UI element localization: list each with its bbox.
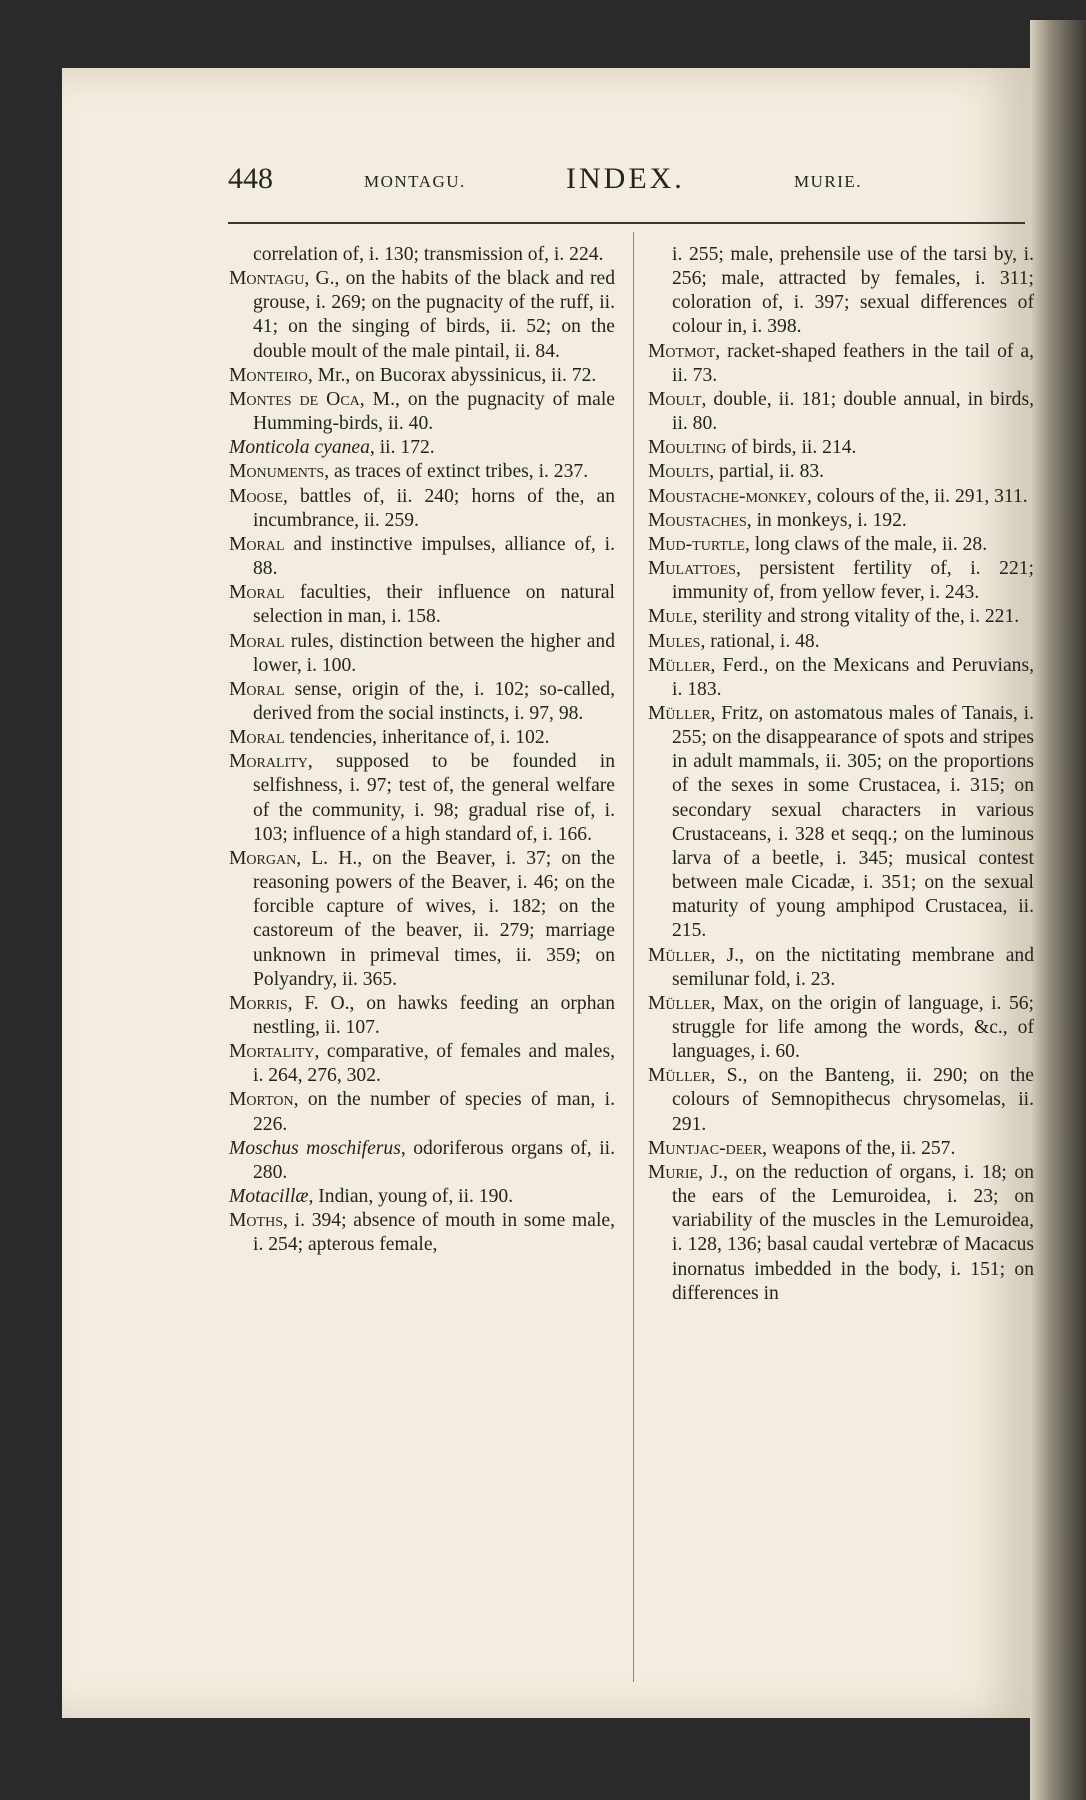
index-headword: Moral: [229, 678, 285, 700]
index-entry-text: , long claws of the male, ii. 28.: [744, 533, 988, 555]
index-headword: Moose: [229, 485, 283, 507]
index-headword: Müller: [648, 1065, 711, 1087]
index-entry-text: and instinctive impulses, alliance of, i. 88.: [253, 533, 615, 580]
index-entry: [648, 1064, 1034, 1136]
index-entry: [229, 630, 615, 678]
index-headword: Mule: [648, 606, 693, 628]
index-entry-text: , in monkeys, i. 192.: [746, 509, 907, 531]
index-entry-text: , persistent fertility of, i. 221; immunity of, from yellow fever, i. 243.: [672, 558, 1034, 604]
index-entry-text: , Max, on the origin of language, i. 56; struggle for life among the words, &c., of languages, i. 60.: [672, 992, 1034, 1063]
index-headword: Morality: [229, 751, 308, 773]
index-entry: [229, 847, 615, 992]
index-entry-text: , S., on the Banteng, ii. 290; on the colours of Semnopithecus chrysomelas, ii. 291.: [672, 1065, 1034, 1135]
index-entry-text: , weapons of the, ii. 257.: [762, 1137, 956, 1159]
index-headword: Moral: [229, 630, 285, 652]
index-entry-text: of birds, ii. 214.: [726, 437, 857, 459]
index-entry-text: , partial, ii. 83.: [709, 461, 825, 483]
index-headword: Mud-turtle: [648, 533, 745, 555]
index-headword: Moustaches: [648, 509, 747, 531]
index-entry-text: , rational, i. 48.: [700, 630, 820, 652]
index-entry: [648, 992, 1034, 1064]
index-headword: Moult: [648, 388, 702, 410]
index-headword: Müller: [648, 702, 711, 724]
index-entry-text: , Ferd., on the Mexicans and Peruvians, i. 183.: [672, 654, 1034, 700]
index-entry: [648, 630, 1034, 654]
index-entry-text: , colours of the, ii. 291, 311.: [806, 485, 1028, 507]
index-headword: Moschus moschiferus: [229, 1137, 401, 1159]
index-headword: Morris: [229, 992, 288, 1014]
index-entry-text: , as traces of extinct tribes, i. 237.: [324, 461, 589, 483]
index-headword: Morgan: [229, 847, 297, 869]
index-entry-text: , on the number of species of man, i. 226.: [253, 1089, 615, 1135]
index-headword: Müller: [648, 654, 711, 676]
index-entry-text: , Fritz, on astomatous males of Tanais, i. 255; on the disappearance of spots and stripes in adult mammals, ii. 305; on the proportions of the sexes in some Crustacea, i. 315; on secondary sexual characters in various Crustaceans, i. 328 et seqq.; on the luminous larva of a beetle, i. 345; musical contest between male Cicadæ, i. 351; on the sexual maturity of young amphipod Crustacea, ii. 215.: [672, 702, 1034, 942]
index-entry: [648, 702, 1034, 944]
index-entry-text: , i. 394; absence of mouth in some male, i. 254; apterous female,: [253, 1210, 615, 1256]
index-headword: Monuments: [229, 461, 325, 483]
index-headword: Moral: [229, 582, 285, 604]
index-entry-text: sense, origin of the, i. 102; so-called, derived from the social instincts, i. 97, 98.: [253, 678, 615, 724]
index-entry: [229, 1040, 615, 1088]
index-entry-text: , ii. 172.: [369, 437, 435, 459]
index-entry: [648, 944, 1034, 992]
index-entry-text: , odoriferous organs of, ii. 280.: [253, 1137, 615, 1183]
index-headword: Mortality: [229, 1041, 315, 1063]
index-headword: Mulattoes: [648, 558, 736, 580]
index-entry-text: i. 255; male, prehensile use of the tarsi by, i. 256; male, attracted by females, i. 311; coloration of, i. 397; sexual differences of colour in, i. 398.: [672, 244, 1034, 338]
index-headword: Moustache-monkey: [648, 485, 807, 507]
index-entry-text: faculties, their influence on natural selection in man, i. 158.: [253, 582, 615, 628]
book-spine: [1030, 20, 1086, 1800]
index-headword: Murie: [648, 1161, 699, 1183]
index-entry-text: , L. H., on the Beaver, i. 37; on the reasoning powers of the Beaver, i. 46; on the forcible capture of wives, i. 182; on the castoreum of the beaver, ii. 279; marriage unknown in primeval times, ii. 359; on Polyandry, ii. 365.: [253, 847, 615, 990]
index-entry: [229, 992, 615, 1040]
index-headword: Moral: [229, 533, 285, 555]
index-entry: [648, 485, 1034, 509]
index-entry: [229, 436, 615, 460]
right-guide-word: MURIE.: [794, 172, 863, 191]
index-entry-text: , sterility and strong vitality of the, i. 221.: [692, 606, 1020, 628]
index-entry: [229, 243, 615, 267]
index-entry: [648, 1137, 1034, 1161]
index-entry: [648, 340, 1034, 388]
index-headword: Moths: [229, 1210, 283, 1232]
index-entry: [229, 726, 615, 750]
index-entry-text: , F. O., on hawks feeding an orphan nestling, ii. 107.: [253, 992, 615, 1038]
index-entry: [648, 654, 1034, 702]
index-entry: [229, 388, 615, 436]
index-entry-text: , battles of, ii. 240; horns of the, an incumbrance, ii. 259.: [253, 485, 615, 531]
index-entry: [229, 364, 615, 388]
index-entry-text: , J., on the reduction of organs, i. 18; on the ears of the Lemuroidea, i. 23; on variability of the muscles in the Lemuroidea, i. 128, 136; basal caudal vertebræ of Macacus inornatus imbedded in the body, i. 151; on differences in: [672, 1161, 1034, 1304]
index-entry: [648, 533, 1034, 557]
index-headword: Monticola cyanea: [229, 437, 370, 459]
index-column-left: [229, 243, 615, 1258]
index-entry-text: , G., on the habits of the black and red grouse, i. 269; on the pugnacity of the ruff, ii. 41; on the singing of birds, ii. 52; on the double moult of the male pintail, ii. 84.: [253, 268, 615, 362]
index-entry-text: , supposed to be founded in selfishness, i. 97; test of, the general welfare of the community, i. 98; gradual rise of, i. 103; influence of a high standard of, i. 166.: [253, 751, 615, 845]
index-entry-text: , M., on the pugnacity of male Humming-birds, ii. 40.: [253, 388, 615, 435]
index-entry: [229, 267, 615, 364]
index-headword: Müller: [648, 992, 711, 1014]
index-headword: Müller: [648, 944, 711, 966]
index-entry-text: , comparative, of females and males, i. 264, 276, 302.: [253, 1041, 615, 1087]
left-guide-word: MONTAGU.: [364, 172, 466, 191]
index-headword: Montes de Oca: [229, 388, 360, 410]
header-rule: [228, 222, 1025, 224]
index-entry-text: , Mr., on Bucorax abyssinicus, ii. 72.: [307, 364, 597, 386]
index-entry: [229, 1209, 615, 1257]
page-number: 448: [228, 162, 273, 195]
index-entry: [229, 533, 615, 581]
page-title: INDEX.: [566, 162, 685, 195]
index-entry: [648, 388, 1034, 436]
running-header: [228, 158, 1028, 208]
index-entry: [648, 509, 1034, 533]
index-entry: [229, 1088, 615, 1136]
index-headword: Morton: [229, 1089, 294, 1111]
column-divider: [633, 232, 634, 1682]
index-entry-text: correlation of, i. 130; transmission of, i. 224.: [253, 244, 604, 265]
index-entry-text: , racket-shaped feathers in the tail of a, ii. 73.: [672, 340, 1034, 386]
index-entry: [229, 581, 615, 629]
index-entry: [229, 485, 615, 533]
index-entry: [648, 1161, 1034, 1306]
index-entry-text: rules, distinction between the higher and lower, i. 100.: [253, 630, 615, 676]
index-entry: [229, 1137, 615, 1185]
index-headword: Monteiro: [229, 364, 308, 386]
index-headword: Moral: [229, 727, 285, 749]
index-entry: [648, 460, 1034, 484]
index-headword: Motmot: [648, 340, 716, 362]
index-headword: Motacillæ: [229, 1186, 309, 1208]
index-entry: [229, 1185, 615, 1209]
index-entry-text: , J., on the nictitating membrane and semilunar fold, i. 23.: [672, 944, 1034, 990]
index-entry-text: tendencies, inheritance of, i. 102.: [284, 727, 550, 749]
index-entry: [648, 436, 1034, 460]
index-headword: Mules: [648, 630, 701, 652]
index-headword: Montagu: [229, 268, 305, 290]
index-headword: Muntjac-deer: [648, 1137, 763, 1159]
index-entry-text: , Indian, young of, ii. 190.: [308, 1186, 514, 1208]
index-entry: [648, 557, 1034, 605]
index-entry: [648, 243, 1034, 340]
index-column-right: [648, 243, 1034, 1306]
index-headword: Moults: [648, 461, 710, 483]
index-headword: Moulting: [648, 437, 727, 459]
index-entry: [229, 678, 615, 726]
index-entry: [648, 605, 1034, 629]
index-entry: [229, 460, 615, 484]
index-entry-text: , double, ii. 181; double annual, in birds, ii. 80.: [672, 388, 1034, 435]
index-entry: [229, 750, 615, 847]
